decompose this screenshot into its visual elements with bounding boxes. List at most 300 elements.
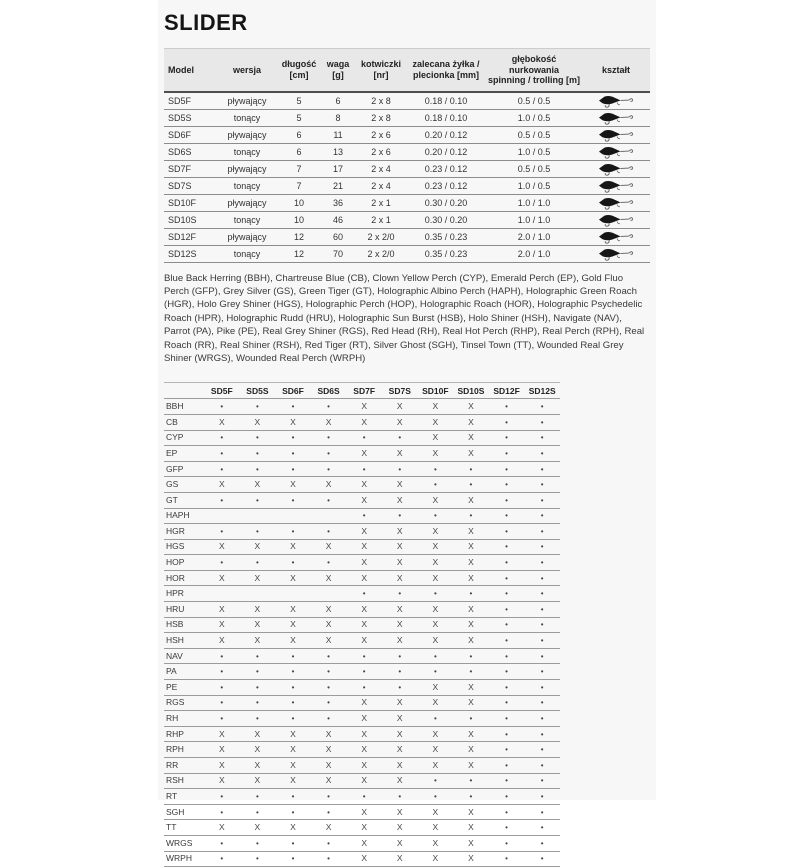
matrix-column-header: SD6S	[311, 383, 347, 399]
ksztalt-cell	[582, 177, 650, 194]
matrix-cell: •	[489, 399, 525, 415]
matrix-cell: •	[204, 648, 240, 664]
matrix-row-label: CB	[164, 414, 204, 430]
matrix-cell: •	[418, 586, 454, 602]
wersja-cell: pływający	[216, 160, 278, 177]
matrix-cell: •	[240, 835, 276, 851]
matrix-cell: X	[418, 695, 454, 711]
matrix-cell: X	[382, 539, 418, 555]
spec-row	[164, 194, 650, 211]
matrix-cell	[240, 586, 276, 602]
matrix-row	[164, 492, 560, 508]
matrix-cell: •	[311, 555, 347, 571]
matrix-cell: •	[204, 851, 240, 867]
matrix-row-label: HAPH	[164, 508, 204, 524]
matrix-cell: •	[275, 399, 311, 415]
matrix-cell: X	[453, 430, 489, 446]
matrix-cell: •	[382, 586, 418, 602]
matrix-column-header: SD10S	[453, 383, 489, 399]
matrix-cell: •	[524, 492, 560, 508]
spec-table-header	[164, 49, 650, 92]
matrix-cell: X	[453, 633, 489, 649]
matrix-row-label: HOR	[164, 570, 204, 586]
matrix-column-header: SD5F	[204, 383, 240, 399]
lure-shape-icon	[596, 212, 636, 227]
matrix-cell: X	[240, 633, 276, 649]
matrix-cell: •	[418, 648, 454, 664]
matrix-cell	[311, 586, 347, 602]
model-cell: SD6F	[164, 126, 216, 143]
matrix-cell: X	[382, 524, 418, 540]
matrix-cell: X	[275, 477, 311, 493]
zylka-cell: 0.30 / 0.20	[406, 194, 486, 211]
model-cell: SD12F	[164, 228, 216, 245]
matrix-cell: •	[524, 446, 560, 462]
dlugosc-cell: 10	[278, 194, 320, 211]
matrix-cell: •	[489, 524, 525, 540]
matrix-cell: X	[382, 758, 418, 774]
matrix-row-label: HGR	[164, 524, 204, 540]
matrix-cell: X	[275, 742, 311, 758]
matrix-cell: •	[524, 789, 560, 805]
matrix-row-label: GT	[164, 492, 204, 508]
waga-cell: 46	[320, 211, 356, 228]
lure-shape-icon	[596, 246, 636, 261]
matrix-cell: •	[346, 648, 382, 664]
matrix-row	[164, 524, 560, 540]
spec-row	[164, 126, 650, 143]
spec-header-line2: spinning / trolling [m]	[488, 75, 580, 85]
matrix-cell: •	[489, 508, 525, 524]
matrix-row-label: BBH	[164, 399, 204, 415]
dlugosc-cell: 6	[278, 143, 320, 160]
matrix-cell: X	[346, 835, 382, 851]
matrix-cell: X	[346, 492, 382, 508]
matrix-cell: X	[275, 633, 311, 649]
matrix-cell: X	[346, 804, 382, 820]
matrix-cell: •	[275, 789, 311, 805]
matrix-cell: •	[418, 711, 454, 727]
kotwiczki-cell: 2 x 4	[356, 160, 406, 177]
matrix-cell: X	[382, 633, 418, 649]
matrix-cell: X	[418, 555, 454, 571]
matrix-cell: X	[346, 477, 382, 493]
matrix-cell: •	[489, 789, 525, 805]
matrix-cell: X	[240, 602, 276, 618]
spec-header-line2: plecionka [mm]	[412, 69, 479, 80]
matrix-cell: •	[524, 414, 560, 430]
matrix-column-header: SD5S	[240, 383, 276, 399]
matrix-cell: X	[204, 414, 240, 430]
matrix-cell	[275, 508, 311, 524]
spec-header-line1: kotwiczki	[360, 59, 401, 70]
matrix-cell: •	[275, 461, 311, 477]
matrix-row	[164, 726, 560, 742]
matrix-cell: •	[382, 789, 418, 805]
spec-header-line1: Model	[168, 64, 194, 75]
matrix-cell: X	[418, 851, 454, 867]
matrix-column-header: SD7F	[346, 383, 382, 399]
zylka-cell: 0.35 / 0.23	[406, 228, 486, 245]
matrix-cell: X	[453, 492, 489, 508]
matrix-cell: X	[382, 804, 418, 820]
matrix-cell: •	[489, 680, 525, 696]
matrix-cell: •	[204, 461, 240, 477]
spec-header-cell	[406, 49, 486, 92]
matrix-cell: •	[524, 399, 560, 415]
matrix-cell: X	[382, 570, 418, 586]
matrix-cell: •	[311, 789, 347, 805]
matrix-cell: X	[240, 570, 276, 586]
spec-header-cell	[486, 49, 582, 92]
wersja-cell: pływający	[216, 92, 278, 110]
matrix-cell: X	[346, 524, 382, 540]
dlugosc-cell: 5	[278, 92, 320, 110]
matrix-cell: X	[418, 539, 454, 555]
matrix-cell: •	[524, 664, 560, 680]
matrix-cell: •	[346, 461, 382, 477]
model-cell: SD10F	[164, 194, 216, 211]
matrix-cell: •	[240, 664, 276, 680]
matrix-cell: •	[275, 835, 311, 851]
matrix-cell: •	[311, 664, 347, 680]
zylka-cell: 0.18 / 0.10	[406, 92, 486, 110]
matrix-row	[164, 399, 560, 415]
matrix-cell: •	[204, 711, 240, 727]
matrix-cell: •	[275, 446, 311, 462]
matrix-cell: •	[489, 602, 525, 618]
glebokosc-cell: 0.5 / 0.5	[486, 126, 582, 143]
zylka-cell: 0.20 / 0.12	[406, 126, 486, 143]
matrix-row-label: RSH	[164, 773, 204, 789]
matrix-cell: X	[346, 602, 382, 618]
matrix-cell: X	[240, 742, 276, 758]
matrix-corner-cell	[164, 383, 204, 399]
matrix-row	[164, 586, 560, 602]
matrix-cell: •	[524, 430, 560, 446]
matrix-row	[164, 648, 560, 664]
matrix-row	[164, 695, 560, 711]
waga-cell: 36	[320, 194, 356, 211]
matrix-row	[164, 508, 560, 524]
matrix-cell: X	[346, 539, 382, 555]
matrix-cell: X	[382, 773, 418, 789]
matrix-cell: X	[453, 446, 489, 462]
matrix-row	[164, 570, 560, 586]
spec-header-line2: [nr]	[373, 69, 389, 80]
matrix-cell: •	[524, 804, 560, 820]
matrix-row	[164, 633, 560, 649]
waga-cell: 11	[320, 126, 356, 143]
matrix-cell: X	[346, 711, 382, 727]
wersja-cell: pływający	[216, 126, 278, 143]
matrix-cell: •	[524, 570, 560, 586]
zylka-cell: 0.35 / 0.23	[406, 245, 486, 262]
matrix-cell: •	[275, 555, 311, 571]
lure-shape-icon	[596, 161, 636, 176]
matrix-cell: •	[489, 711, 525, 727]
wersja-cell: tonący	[216, 245, 278, 262]
matrix-cell: •	[524, 726, 560, 742]
matrix-row-label: CYP	[164, 430, 204, 446]
ksztalt-cell	[582, 126, 650, 143]
matrix-row-label: HPR	[164, 586, 204, 602]
matrix-cell: X	[240, 773, 276, 789]
matrix-cell: •	[524, 835, 560, 851]
matrix-row	[164, 851, 560, 867]
matrix-cell: X	[418, 742, 454, 758]
matrix-cell: X	[204, 742, 240, 758]
matrix-cell: •	[346, 430, 382, 446]
lure-shape-icon	[596, 144, 636, 159]
matrix-row	[164, 820, 560, 836]
matrix-cell: •	[240, 524, 276, 540]
waga-cell: 60	[320, 228, 356, 245]
matrix-cell: •	[311, 461, 347, 477]
matrix-cell: X	[418, 804, 454, 820]
matrix-cell: X	[275, 773, 311, 789]
matrix-row	[164, 680, 560, 696]
matrix-cell: X	[346, 758, 382, 774]
matrix-cell: X	[346, 695, 382, 711]
matrix-row	[164, 773, 560, 789]
matrix-cell: •	[489, 726, 525, 742]
matrix-cell: •	[346, 789, 382, 805]
matrix-cell: X	[418, 602, 454, 618]
dlugosc-cell: 12	[278, 228, 320, 245]
matrix-row-label: GFP	[164, 461, 204, 477]
matrix-cell: X	[275, 758, 311, 774]
matrix-cell: •	[240, 789, 276, 805]
matrix-cell: •	[524, 477, 560, 493]
matrix-cell: •	[240, 804, 276, 820]
matrix-cell: X	[382, 414, 418, 430]
matrix-cell: X	[311, 539, 347, 555]
model-cell: SD12S	[164, 245, 216, 262]
matrix-cell: •	[453, 711, 489, 727]
matrix-cell	[240, 508, 276, 524]
matrix-cell: •	[489, 633, 525, 649]
matrix-row	[164, 711, 560, 727]
matrix-cell: X	[311, 414, 347, 430]
matrix-cell: •	[311, 492, 347, 508]
catalog-page	[158, 0, 656, 864]
matrix-row-label: WRPH	[164, 851, 204, 867]
matrix-cell: •	[204, 399, 240, 415]
matrix-cell: •	[311, 648, 347, 664]
matrix-cell: •	[453, 461, 489, 477]
matrix-cell: •	[524, 508, 560, 524]
matrix-row	[164, 430, 560, 446]
matrix-cell: •	[382, 680, 418, 696]
matrix-cell: X	[453, 602, 489, 618]
matrix-row-label: TT	[164, 820, 204, 836]
matrix-cell: •	[311, 399, 347, 415]
matrix-row	[164, 477, 560, 493]
zylka-cell: 0.23 / 0.12	[406, 160, 486, 177]
matrix-cell: X	[382, 617, 418, 633]
matrix-cell: •	[524, 555, 560, 571]
matrix-row-label: HSB	[164, 617, 204, 633]
matrix-cell: •	[489, 742, 525, 758]
matrix-cell: •	[489, 664, 525, 680]
matrix-cell: X	[204, 820, 240, 836]
matrix-cell: •	[240, 399, 276, 415]
matrix-cell: X	[418, 430, 454, 446]
matrix-cell: X	[275, 617, 311, 633]
matrix-cell: X	[382, 492, 418, 508]
spec-row	[164, 109, 650, 126]
matrix-cell: •	[311, 851, 347, 867]
matrix-cell: •	[418, 789, 454, 805]
matrix-cell: X	[418, 492, 454, 508]
matrix-cell: •	[275, 664, 311, 680]
zylka-cell: 0.20 / 0.12	[406, 143, 486, 160]
matrix-cell: X	[382, 726, 418, 742]
matrix-cell: X	[453, 851, 489, 867]
matrix-cell: •	[489, 773, 525, 789]
matrix-cell: •	[418, 664, 454, 680]
matrix-cell: •	[382, 664, 418, 680]
glebokosc-cell: 1.0 / 1.0	[486, 194, 582, 211]
matrix-cell: •	[418, 508, 454, 524]
matrix-cell: •	[311, 835, 347, 851]
spec-row	[164, 92, 650, 110]
matrix-column-header: SD6F	[275, 383, 311, 399]
model-cell: SD5F	[164, 92, 216, 110]
matrix-row	[164, 461, 560, 477]
lure-shape-icon	[596, 195, 636, 210]
matrix-cell: •	[524, 461, 560, 477]
matrix-row-label: HGS	[164, 539, 204, 555]
matrix-cell: •	[204, 680, 240, 696]
lure-shape-icon	[596, 178, 636, 193]
matrix-cell: •	[275, 804, 311, 820]
matrix-cell: •	[275, 851, 311, 867]
matrix-row-label: RH	[164, 711, 204, 727]
matrix-cell: •	[489, 820, 525, 836]
matrix-cell: X	[453, 399, 489, 415]
dlugosc-cell: 6	[278, 126, 320, 143]
spec-row	[164, 211, 650, 228]
matrix-cell: X	[275, 414, 311, 430]
ksztalt-cell	[582, 194, 650, 211]
matrix-cell: X	[311, 617, 347, 633]
matrix-cell: •	[489, 851, 525, 867]
matrix-cell: •	[524, 602, 560, 618]
matrix-cell: X	[311, 633, 347, 649]
matrix-cell: •	[453, 664, 489, 680]
spec-table	[164, 48, 650, 263]
glebokosc-cell: 0.5 / 0.5	[486, 92, 582, 110]
waga-cell: 70	[320, 245, 356, 262]
matrix-cell: •	[524, 773, 560, 789]
matrix-cell: •	[204, 446, 240, 462]
spec-table-body	[164, 92, 650, 263]
glebokosc-cell: 0.5 / 0.5	[486, 160, 582, 177]
wersja-cell: tonący	[216, 211, 278, 228]
dlugosc-cell: 5	[278, 109, 320, 126]
ksztalt-cell	[582, 92, 650, 110]
matrix-cell: X	[311, 477, 347, 493]
waga-cell: 8	[320, 109, 356, 126]
wersja-cell: pływający	[216, 194, 278, 211]
matrix-cell: •	[311, 680, 347, 696]
matrix-cell: X	[346, 773, 382, 789]
matrix-cell: X	[418, 820, 454, 836]
matrix-cell: •	[524, 524, 560, 540]
matrix-cell: X	[382, 742, 418, 758]
matrix-cell: •	[204, 664, 240, 680]
matrix-cell: X	[382, 477, 418, 493]
lure-shape-icon	[596, 110, 636, 125]
spec-header-line1: głębokość nurkowania	[508, 54, 559, 75]
matrix-cell: •	[311, 804, 347, 820]
matrix-cell: X	[346, 742, 382, 758]
matrix-row-label: GS	[164, 477, 204, 493]
glebokosc-cell: 1.0 / 0.5	[486, 109, 582, 126]
matrix-cell: •	[240, 555, 276, 571]
spec-row	[164, 143, 650, 160]
matrix-cell: •	[524, 758, 560, 774]
matrix-cell: X	[382, 399, 418, 415]
matrix-cell: •	[240, 680, 276, 696]
matrix-cell: X	[453, 758, 489, 774]
matrix-cell: X	[453, 742, 489, 758]
matrix-cell: •	[240, 648, 276, 664]
matrix-column-header: SD12S	[524, 383, 560, 399]
matrix-cell: X	[418, 835, 454, 851]
matrix-row	[164, 555, 560, 571]
color-availability-matrix	[164, 382, 560, 867]
matrix-cell: •	[489, 570, 525, 586]
matrix-cell: •	[524, 617, 560, 633]
matrix-cell: X	[418, 726, 454, 742]
kotwiczki-cell: 2 x 4	[356, 177, 406, 194]
matrix-cell: •	[311, 711, 347, 727]
wersja-cell: pływający	[216, 228, 278, 245]
kotwiczki-cell: 2 x 6	[356, 126, 406, 143]
ksztalt-cell	[582, 211, 650, 228]
wersja-cell: tonący	[216, 109, 278, 126]
waga-cell: 6	[320, 92, 356, 110]
matrix-cell: X	[382, 820, 418, 836]
dlugosc-cell: 7	[278, 160, 320, 177]
matrix-cell: X	[453, 539, 489, 555]
matrix-cell: •	[240, 492, 276, 508]
matrix-cell: •	[240, 461, 276, 477]
spec-row	[164, 160, 650, 177]
matrix-cell: X	[275, 570, 311, 586]
matrix-cell: •	[489, 446, 525, 462]
matrix-cell	[275, 586, 311, 602]
matrix-cell: •	[204, 835, 240, 851]
matrix-cell: •	[204, 789, 240, 805]
matrix-cell: •	[275, 695, 311, 711]
matrix-cell: X	[204, 773, 240, 789]
matrix-cell: •	[418, 461, 454, 477]
matrix-cell: X	[204, 602, 240, 618]
glebokosc-cell: 2.0 / 1.0	[486, 245, 582, 262]
model-cell: SD5S	[164, 109, 216, 126]
matrix-cell: X	[311, 570, 347, 586]
spec-row	[164, 228, 650, 245]
matrix-cell: •	[204, 524, 240, 540]
model-cell: SD7S	[164, 177, 216, 194]
waga-cell: 17	[320, 160, 356, 177]
matrix-cell: •	[524, 742, 560, 758]
matrix-cell: X	[311, 726, 347, 742]
